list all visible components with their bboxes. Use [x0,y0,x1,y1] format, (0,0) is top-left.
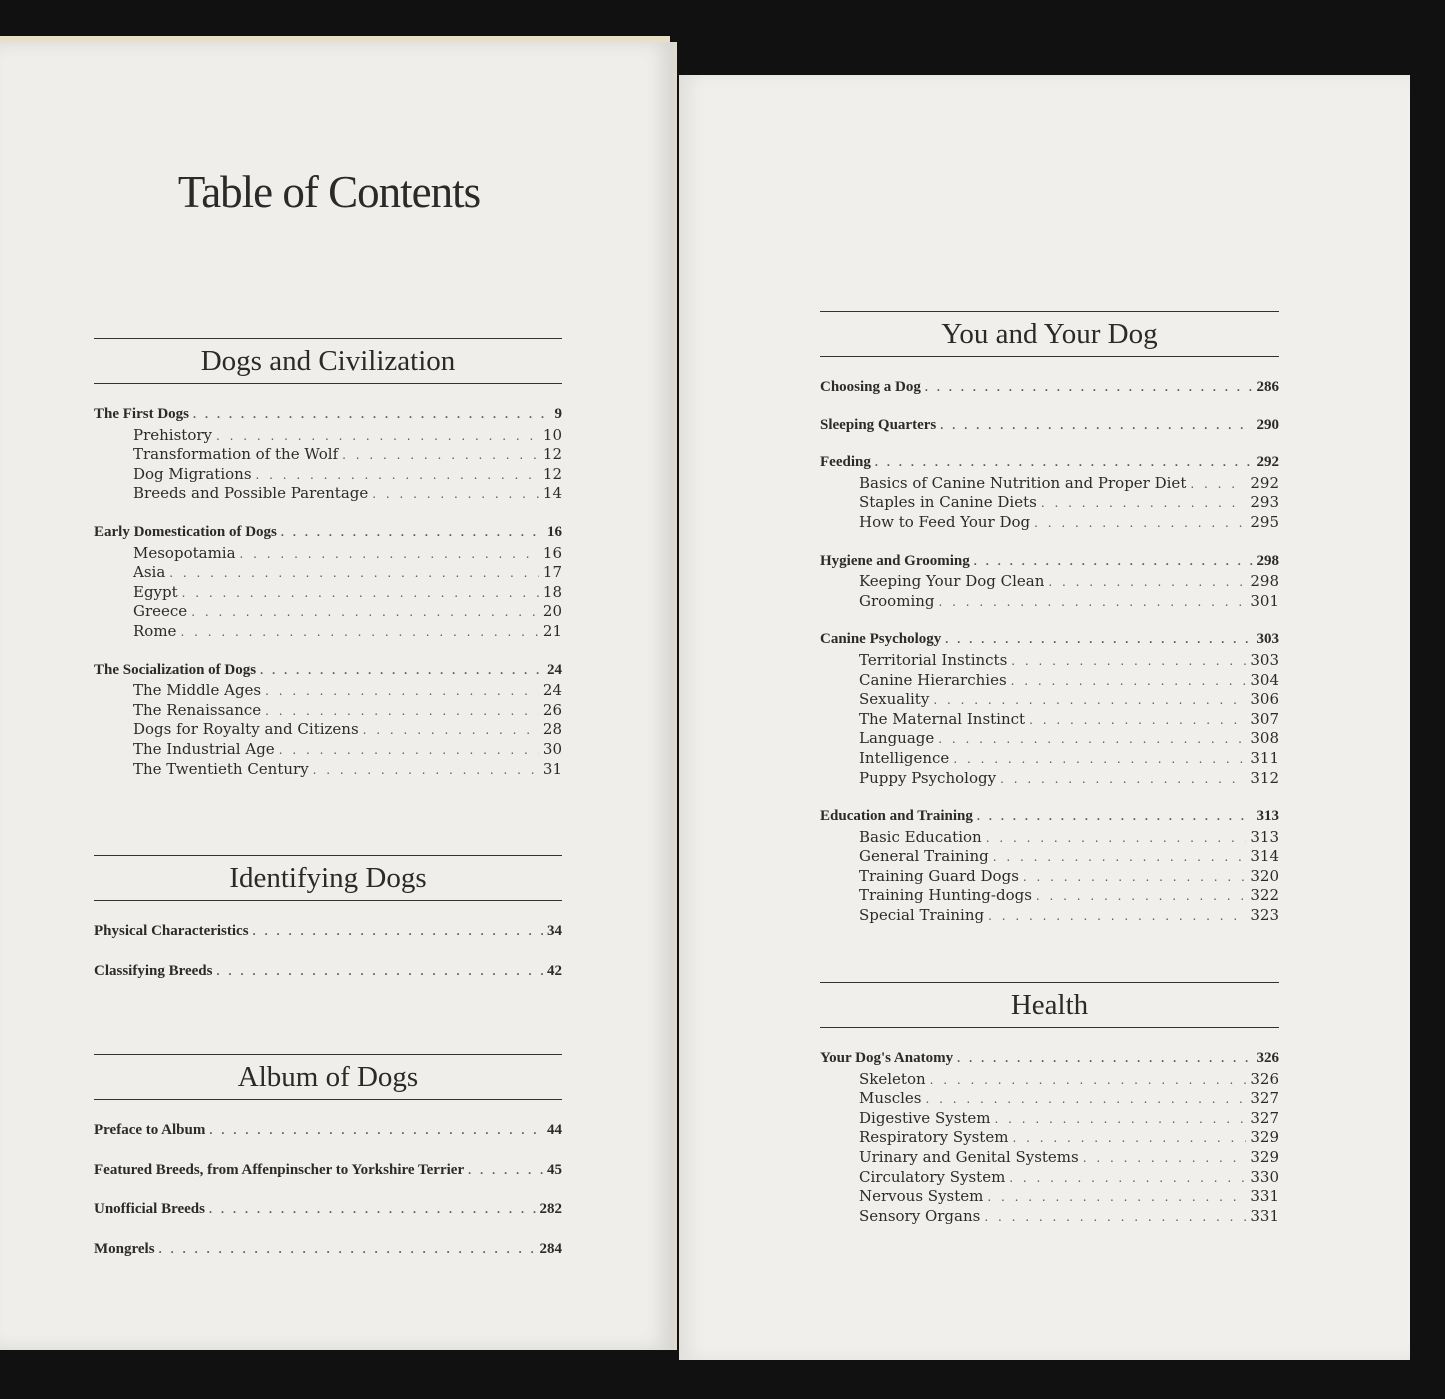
dot-leader [940,418,1252,433]
dot-leader [930,1073,1247,1087]
dot-leader [875,455,1253,470]
entry-label: Staples in Canine Diets [859,493,1037,512]
dot-leader [159,1242,536,1257]
dot-leader [363,723,539,737]
toc-chapter-entry [94,1162,562,1182]
page-number: 17 [542,563,562,582]
section-dogs-and-civilization [94,338,562,799]
entry-label: Rome [133,621,177,640]
section-heading: You and Your Dog [820,311,1279,357]
dot-leader [977,809,1253,824]
page-number: 16 [547,523,562,540]
toc-group [94,1241,562,1261]
entry-label: The Twentieth Century [133,759,309,778]
toc-subentry [94,681,562,701]
dot-leader [993,850,1247,864]
page-number: 14 [542,484,562,503]
page-number: 24 [547,661,562,678]
toc-subentry [94,622,562,642]
page-number: 34 [547,923,562,939]
page-number: 329 [1250,1147,1279,1166]
dot-leader [169,566,539,580]
toc-subentry [820,671,1279,691]
page-number: 331 [1250,1206,1279,1225]
page-number: 303 [1256,631,1279,648]
page-number: 322 [1250,886,1279,905]
dot-leader [1012,1131,1246,1145]
toc-subentry [820,1168,1279,1188]
toc-group [94,1122,562,1142]
entry-label: Training Hunting-dogs [859,886,1032,905]
page-number: 304 [1250,670,1279,689]
dot-leader [240,547,539,561]
dot-leader [995,1112,1247,1126]
toc-group [94,923,562,943]
toc-group [820,417,1279,437]
entry-label: Your Dog's Anatomy [820,1050,954,1066]
dot-leader [1000,772,1246,786]
toc-chapter-entry [820,454,1279,474]
dot-leader [957,1051,1252,1066]
page-number: 329 [1250,1128,1279,1147]
entry-label: Nervous System [859,1187,984,1206]
dot-leader [191,605,539,619]
entry-label: Puppy Psychology [859,768,997,787]
section-heading: Health [820,982,1279,1028]
toc-subentry [820,906,1279,926]
toc-subentry [820,493,1279,513]
entry-label: Hygiene and Grooming [820,552,970,569]
dot-leader [265,704,539,718]
entry-label: The Industrial Age [133,739,275,758]
toc-subentry [94,465,562,485]
toc-subentry [820,572,1279,592]
entry-label: The Renaissance [133,700,262,719]
page-number: 292 [1250,473,1279,492]
entry-label: Respiratory System [859,1128,1009,1147]
page-number: 9 [554,406,562,422]
dot-leader [938,732,1246,746]
toc-chapter-entry [820,417,1279,437]
toc-subentry [820,769,1279,789]
entry-label: Prehistory [133,425,212,444]
section-album-of-dogs [94,1054,562,1280]
toc-subentry [94,602,562,622]
page-number: 298 [1256,552,1279,569]
toc-group [94,662,562,780]
entry-label: Featured Breeds, from Affenpinscher to Yorkshire Terrier [94,1161,465,1178]
dot-leader [1011,654,1246,668]
dot-leader [1011,674,1247,688]
page-number: 306 [1250,690,1279,709]
page-number: 292 [1256,454,1279,471]
entry-label: Basics of Canine Nutrition and Proper Diet [859,473,1187,492]
page-number: 42 [547,962,562,979]
page-number: 26 [542,700,562,719]
entry-label: Sleeping Quarters [820,416,937,433]
entry-label: How to Feed Your Dog [859,512,1031,531]
page-number: 10 [542,425,562,444]
entry-label: Basic Education [859,827,982,846]
entry-label: Mesopotamia [133,543,236,562]
entry-label: Physical Characteristics [94,923,249,939]
entry-label: The Maternal Instinct [859,709,1026,728]
toc-subentry [820,847,1279,867]
page-number: 298 [1250,572,1279,591]
dot-leader [253,924,543,939]
entry-label: Classifying Breeds [94,962,213,979]
entry-label: Skeleton [859,1069,926,1088]
page-number: 312 [1250,768,1279,787]
toc-group [820,631,1279,788]
page-number: 12 [542,445,562,464]
dot-leader [925,380,1253,395]
page-number: 28 [542,720,562,739]
entry-label: Feeding [820,454,871,471]
entry-label: Asia [133,563,166,582]
dot-leader [209,1123,543,1138]
dot-leader [180,625,538,639]
toc-chapter-entry [820,1050,1279,1070]
dot-leader [468,1163,543,1178]
entry-label: The Middle Ages [133,681,262,700]
page-number: 303 [1250,650,1279,669]
page-number: 308 [1250,729,1279,748]
dot-leader [1048,575,1246,589]
toc-subentry [820,828,1279,848]
left-page [0,42,677,1350]
entry-label: Dogs for Royalty and Citizens [133,720,359,739]
toc-chapter-entry [94,1201,562,1221]
toc-chapter-entry [820,379,1279,399]
page-number: 44 [547,1122,562,1138]
page-number: 24 [542,681,562,700]
dot-leader [926,1092,1247,1106]
toc-subentry [820,1207,1279,1227]
page-number: 290 [1256,416,1279,433]
entry-label: The First Dogs [94,406,189,422]
dot-leader [945,632,1252,647]
entry-label: General Training [859,847,989,866]
toc-chapter-entry [94,1241,562,1261]
toc-subentry [820,729,1279,749]
page-number: 314 [1250,847,1279,866]
dot-leader [988,909,1246,923]
page-number: 21 [542,621,562,640]
toc-subentry [94,740,562,760]
toc-subentry [94,445,562,465]
page-number: 326 [1256,1050,1279,1066]
toc-chapter-entry [94,524,562,544]
dot-leader [1041,496,1247,510]
page-number: 301 [1250,591,1279,610]
page-number: 323 [1250,906,1279,925]
toc-subentry [94,544,562,564]
page-number: 20 [542,602,562,621]
toc-chapter-entry [94,406,562,426]
entry-label: Mongrels [94,1240,155,1257]
toc-subentry [820,867,1279,887]
section-health [820,982,1279,1246]
toc-group [94,1162,562,1182]
dot-leader [265,684,539,698]
toc-group [94,963,562,983]
entry-label: Circulatory System [859,1167,1006,1186]
toc-group [820,1050,1279,1226]
dot-leader [313,763,539,777]
toc-chapter-entry [820,808,1279,828]
page-number: 45 [547,1161,562,1178]
section-you-and-your-dog [820,311,1279,946]
section-heading: Identifying Dogs [94,855,562,901]
dot-leader [1190,477,1246,491]
entry-label: Preface to Album [94,1122,206,1138]
page-number: 331 [1250,1187,1279,1206]
dot-leader [1036,889,1246,903]
entry-label: Dog Migrations [133,464,252,483]
dot-leader [182,586,539,600]
entry-label: Sensory Organs [859,1206,981,1225]
entry-label: Canine Psychology [820,631,942,648]
dot-leader [984,1210,1246,1224]
toc-subentry [820,1187,1279,1207]
toc-subentry [94,484,562,504]
dot-leader [1034,516,1246,530]
toc-group [820,379,1279,399]
toc-group [820,808,1279,926]
toc-subentry [820,513,1279,533]
toc-chapter-entry [94,662,562,682]
dot-leader [939,595,1247,609]
toc-group [820,454,1279,532]
toc-group [94,406,562,504]
entry-label: Sexuality [859,690,930,709]
dot-leader [372,487,539,501]
entry-label: Digestive System [859,1108,991,1127]
page-number: 311 [1250,748,1279,767]
section-heading: Album of Dogs [94,1054,562,1100]
page-title: Table of Contents [177,167,481,217]
toc-subentry [94,701,562,721]
dot-leader [933,693,1246,707]
page-number: 286 [1256,379,1279,395]
toc-subentry [820,592,1279,612]
page-number: 16 [542,543,562,562]
dot-leader [986,831,1247,845]
dot-leader [209,1202,536,1217]
entry-label: Early Domestication of Dogs [94,523,277,540]
toc-group [94,524,562,642]
dot-leader [256,468,539,482]
entry-label: Training Guard Dogs [859,866,1019,885]
dot-leader [974,554,1253,569]
page-number: 327 [1250,1108,1279,1127]
toc-subentry [94,583,562,603]
page-number: 307 [1250,709,1279,728]
dot-leader [1083,1151,1247,1165]
dot-leader [953,752,1246,766]
dot-leader [216,964,543,979]
toc-subentry [820,690,1279,710]
page-number: 12 [542,464,562,483]
dot-leader [1023,870,1246,884]
toc-subentry [820,886,1279,906]
page-number: 313 [1250,827,1279,846]
toc-subentry [94,563,562,583]
section-identifying-dogs [94,855,562,1002]
page-number: 326 [1250,1069,1279,1088]
entry-label: Canine Hierarchies [859,670,1007,689]
toc-chapter-entry [94,1122,562,1142]
dot-leader [279,743,539,757]
toc-subentry [820,1089,1279,1109]
toc-subentry [820,710,1279,730]
toc-group [820,553,1279,612]
toc-subentry [820,1070,1279,1090]
page-number: 284 [539,1240,562,1257]
entry-label: Intelligence [859,748,950,767]
entry-label: Transformation of the Wolf [133,445,339,464]
toc-subentry [820,1109,1279,1129]
dot-leader [1029,713,1246,727]
section-heading: Dogs and Civilization [94,338,562,384]
entry-label: Greece [133,602,188,621]
page-number: 320 [1250,866,1279,885]
entry-label: Egypt [133,582,178,601]
page-number: 30 [542,739,562,758]
entry-label: Breeds and Possible Parentage [133,484,369,503]
dot-leader [216,429,539,443]
toc-subentry [820,651,1279,671]
toc-group [94,1201,562,1221]
toc-subentry [820,1148,1279,1168]
toc-chapter-entry [820,553,1279,573]
entry-label: Education and Training [820,808,973,825]
page-number: 282 [539,1201,562,1218]
entry-label: The Socialization of Dogs [94,661,257,678]
page-number: 327 [1250,1089,1279,1108]
entry-label: Language [859,729,935,748]
toc-subentry [94,760,562,780]
toc-chapter-entry [94,923,562,943]
page-number: 313 [1256,808,1279,825]
right-page [679,75,1410,1360]
toc-subentry [820,749,1279,769]
dot-leader [987,1190,1246,1204]
dot-leader [281,525,543,540]
dot-leader [342,448,539,462]
toc-chapter-entry [820,631,1279,651]
page-number: 18 [542,582,562,601]
toc-subentry [820,474,1279,494]
page-number: 293 [1250,493,1279,512]
toc-chapter-entry [94,963,562,983]
page-number: 31 [542,759,562,778]
entry-label: Muscles [859,1089,922,1108]
page-number: 295 [1250,512,1279,531]
entry-label: Choosing a Dog [820,379,921,395]
entry-label: Grooming [859,591,935,610]
entry-label: Special Training [859,906,985,925]
entry-label: Urinary and Genital Systems [859,1147,1079,1166]
toc-subentry [820,1128,1279,1148]
entry-label: Territorial Instincts [859,650,1008,669]
entry-label: Unofficial Breeds [94,1201,205,1218]
page-number: 330 [1250,1167,1279,1186]
toc-subentry [94,720,562,740]
toc-subentry [94,426,562,446]
dot-leader [193,407,551,422]
entry-label: Keeping Your Dog Clean [859,572,1045,591]
dot-leader [260,663,543,678]
dot-leader [1009,1171,1246,1185]
